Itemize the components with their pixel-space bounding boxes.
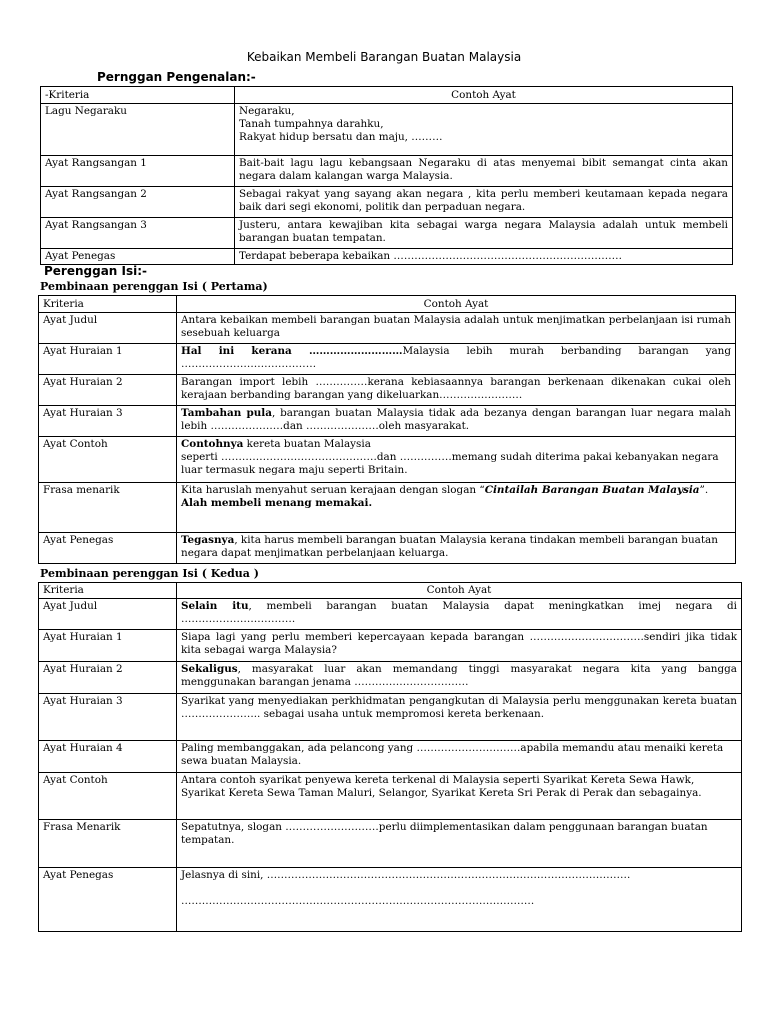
lyric-line: Negaraku, <box>239 105 295 117</box>
bold-phrase: Alah membeli menang memakai. <box>181 497 373 509</box>
kriteria-cell: Frasa menarik <box>39 483 177 533</box>
kriteria-cell: Frasa Menarik <box>39 820 177 868</box>
table-row <box>39 313 736 344</box>
table-row <box>41 218 733 249</box>
contoh-cell: Antara kebaikan membeli barangan buatan Malaysia adalah untuk menjimatkan perbelanjaan isi rumah sesebuah keluarga <box>177 313 736 344</box>
bold-phrase: Tegasnya <box>181 534 235 546</box>
contoh-header: Contoh Ayat <box>235 87 733 104</box>
kriteria-cell: Ayat Judul <box>39 599 177 630</box>
contoh-cell: Sepatutnya, slogan ………………………perlu diimplementasikan dalam penggunaan barangan buatan tempatan. <box>177 820 742 868</box>
sentence-text: , barangan buatan Malaysia tidak ada bezanya dengan barangan luar negara malah lebih …………………dan …………………oleh masyarakat. <box>181 407 731 432</box>
sentence-text: Malaysia lebih murah berbanding barangan yang ………………………………… <box>181 345 731 370</box>
table-row <box>39 868 742 932</box>
table-row <box>39 375 736 406</box>
pengenalan-table <box>40 86 733 265</box>
bold-phrase: Selain itu <box>181 600 249 612</box>
kriteria-header: Kriteria <box>39 583 177 599</box>
sentence-text: seperti ………………………………………dan ……………memang sudah diterima pakai kebanyakan negara luar termasuk negara maju seperti Britain. <box>181 451 719 476</box>
contoh-cell <box>177 662 742 694</box>
sentence-text: Kita haruslah menyahut seruan kerajaan dengan slogan “ <box>181 484 485 496</box>
contoh-cell: Justeru, antara kewajiban kita sebagai warga negara Malaysia adalah untuk membeli barangan buatan tempatan. <box>235 218 733 249</box>
contoh-cell <box>177 868 742 932</box>
lyric-line: Rakyat hidup bersatu dan maju, ……… <box>239 131 443 143</box>
table-row <box>39 406 736 437</box>
kriteria-cell: Ayat Huraian 3 <box>39 406 177 437</box>
lyric-line: Tanah tumpahnya darahku, <box>239 118 384 130</box>
bold-phrase: Sekaligus <box>181 663 238 675</box>
kriteria-cell: Ayat Contoh <box>39 773 177 820</box>
contoh-header: Contoh Ayat <box>177 296 736 313</box>
pertama-heading: Pembinaan perenggan Isi ( Pertama) <box>40 280 268 293</box>
table-row <box>39 773 742 820</box>
kriteria-cell: Ayat Huraian 4 <box>39 741 177 773</box>
kriteria-cell: Ayat Rangsangan 3 <box>41 218 235 249</box>
table-row <box>39 344 736 375</box>
contoh-cell: Paling membanggakan, ada pelancong yang …………………………apabila memandu atau menaiki kereta sewa buatan Malaysia. <box>177 741 742 773</box>
kriteria-cell: Ayat Judul <box>39 313 177 344</box>
contoh-cell <box>235 104 733 156</box>
table-header-row <box>41 87 733 104</box>
isi-heading: Perenggan Isi:- <box>44 264 148 278</box>
bold-phrase: Hal ini kerana ……………………… <box>181 345 403 357</box>
contoh-cell <box>177 437 736 483</box>
sentence-text: , masyarakat luar akan memandang tinggi masyarakat negara kita yang bangga menggunakan barangan jenama …………………………… <box>181 663 737 688</box>
contoh-cell <box>177 483 736 533</box>
contoh-cell <box>177 599 742 630</box>
table-row <box>39 741 742 773</box>
sentence-text: , membeli barangan buatan Malaysia dapat meningkatkan imej negara di …………………………… <box>181 600 737 625</box>
table-row <box>39 630 742 662</box>
kriteria-cell: Ayat Penegas <box>39 533 177 564</box>
kriteria-cell: Ayat Contoh <box>39 437 177 483</box>
table-row <box>41 104 733 156</box>
kedua-heading: Pembinaan perenggan Isi ( Kedua ) <box>40 567 259 580</box>
contoh-cell: Antara contoh syarikat penyewa kereta terkenal di Malaysia seperti Syarikat Kereta Sewa Hawk, Syarikat Kereta Sewa Taman Maluri, Selangor, Syarikat Kereta Sri Perak di Perak dan sebagainya. <box>177 773 742 820</box>
table-header-row <box>39 296 736 313</box>
contoh-cell: Syarikat yang menyediakan perkhidmatan pengangkutan di Malaysia perlu menggunakan kereta buatan ………………….. sebagai usaha untuk mempromosi kereta berkenaan. <box>177 694 742 741</box>
kriteria-header: -Kriteria <box>41 87 235 104</box>
document-title: Kebaikan Membeli Barangan Buatan Malaysia <box>246 50 522 64</box>
sentence-text: ………………………………………………………………………………………… <box>181 895 535 907</box>
sentence-text: Jelasnya di sini, …………………………………………………………………………………………… <box>181 869 631 881</box>
contoh-cell: Siapa lagi yang perlu memberi kepercayaan kepada barangan ……………………………sendiri jika tidak kita sebagai warga Malaysia? <box>177 630 742 662</box>
table-row <box>41 156 733 187</box>
contoh-header: Contoh Ayat <box>177 583 742 599</box>
sentence-text: kereta buatan Malaysia <box>243 438 371 450</box>
sentence-text: ”. <box>699 484 709 496</box>
kriteria-cell: Ayat Huraian 2 <box>39 375 177 406</box>
contoh-cell <box>177 344 736 375</box>
sentence-text: , kita harus membeli barangan buatan Malaysia kerana tindakan membeli barangan buatan negara dapat menjimatkan perbelanjaan keluarga. <box>181 534 718 559</box>
contoh-cell: Bait-bait lagu lagu kebangsaan Negaraku di atas menyemai bibit semangat cinta akan negara dalam kalangan warga Malaysia. <box>235 156 733 187</box>
slogan-text: Cintailah Barangan Buatan Malaysia <box>484 484 700 496</box>
table-row <box>41 249 733 265</box>
isi-kedua-table <box>38 582 742 932</box>
table-row <box>39 437 736 483</box>
isi-pertama-table <box>38 295 736 564</box>
contoh-cell <box>177 406 736 437</box>
kriteria-cell: Ayat Huraian 1 <box>39 344 177 375</box>
kriteria-cell: Ayat Penegas <box>39 868 177 932</box>
table-row <box>39 662 742 694</box>
table-row <box>39 533 736 564</box>
pengenalan-heading: Pernggan Pengenalan:- <box>97 70 256 84</box>
kriteria-cell: Ayat Huraian 3 <box>39 694 177 741</box>
table-row <box>41 187 733 218</box>
table-row <box>39 694 742 741</box>
contoh-cell <box>177 533 736 564</box>
bold-phrase: Tambahan pula <box>181 407 272 419</box>
bold-phrase: Contohnya <box>181 438 244 450</box>
kriteria-header: Kriteria <box>39 296 177 313</box>
table-row <box>39 820 742 868</box>
kriteria-cell: Lagu Negaraku <box>41 104 235 156</box>
table-header-row <box>39 583 742 599</box>
kriteria-cell: Ayat Rangsangan 1 <box>41 156 235 187</box>
kriteria-cell: Ayat Penegas <box>41 249 235 265</box>
contoh-cell: Terdapat beberapa kebaikan ………………………………………………………… <box>235 249 733 265</box>
kriteria-cell: Ayat Huraian 1 <box>39 630 177 662</box>
table-row <box>39 483 736 533</box>
contoh-cell: Sebagai rakyat yang sayang akan negara , kita perlu memberi keutamaan kepada negara baik dari segi ekonomi, politik dan perpaduan negara. <box>235 187 733 218</box>
kriteria-cell: Ayat Rangsangan 2 <box>41 187 235 218</box>
kriteria-cell: Ayat Huraian 2 <box>39 662 177 694</box>
contoh-cell: Barangan import lebih ……………kerana kebiasaannya barangan berkenaan dikenakan cukai oleh kerajaan berbanding barangan yang dikeluarkan…………………… <box>177 375 736 406</box>
table-row <box>39 599 742 630</box>
